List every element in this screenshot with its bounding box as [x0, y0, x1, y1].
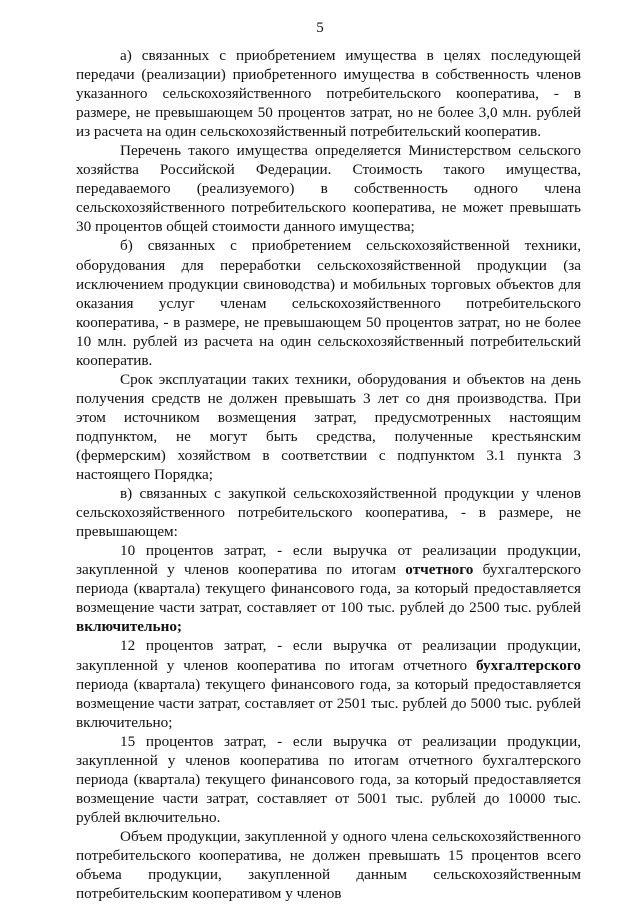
page-number: 5 — [316, 20, 324, 36]
paragraph-volume-limit: Объем продукции, закупленной у одного члена сельскохозяйственного потребительского кооператива, не должен превышать 15 процентов всего объема продукции, закупленной данным сельскохозяйственным потребительским кооперативом у членов — [76, 827, 581, 903]
paragraph-c-purchase: в) связанных с закупкой сельскохозяйственной продукции у членов сельскохозяйственного потребительского кооператива, - в размере, не превышающем: — [76, 485, 581, 541]
paragraph-10-percent — [76, 541, 581, 636]
paragraph-property-list: Перечень такого имущества определяется Министерством сельского хозяйства Российской Федерации. Стоимость такого имущества, передаваемого (реализуемого) в собственность одного члена сельскохозяйственного потребительского кооператива, не может превышать 30 процентов общей стоимости данного имущества; — [76, 142, 581, 236]
bold-text-run: отчетного — [405, 561, 474, 579]
text-run: бухгалтерского периода (квартала) текущего финансового года, за который предоставляется возмещение части затрат, составляет от 100 тыс. рублей до 2500 тыс. рублей — [76, 561, 581, 617]
text-run: 10 процентов затрат, - если выручка от реализации продукции, закупленной у членов кооператива по итогам — [76, 542, 581, 579]
paragraph-a-property: а) связанных с приобретением имущества в целях последующей передачи (реализации) приобретенного имущества в собственность членов указанного сельскохозяйственного потребительского кооператива, - в размере, не превышающем 50 процентов затрат, но не более 3,0 млн. рублей из расчета на один сельскохозяйственный потребительский кооператив. — [76, 47, 581, 141]
text-run: 12 процентов затрат, - если выручка от реализации продукции, закупленной у членов кооператива по итогам отчетного — [76, 637, 581, 674]
paragraph-equipment-term: Срок эксплуатации таких техники, оборудования и объектов на день получения средств не должен превышать 3 лет со дня производства. При этом источником возмещения затрат, предусмотренных настоящим подпунктом, не могут быть средства, полученные крестьянским (фермерским) хозяйством в соответствии с подпунктом 3.1 пункта 3 настоящего Порядка; — [76, 370, 581, 484]
text-run: периода (квартала) текущего финансового года, за который предоставляется возмещение части затрат, составляет от 2501 тыс. рублей до 5000 тыс. рублей включительно; — [76, 675, 581, 731]
paragraph-15-percent: 15 процентов затрат, - если выручка от реализации продукции, закупленной у членов кооператива по итогам отчетного бухгалтерского периода (квартала) текущего финансового года, за который предоставляется возмещение части затрат, составляет от 5001 тыс. рублей до 10000 тыс. рублей включительно. — [76, 732, 581, 826]
paragraph-12-percent — [76, 636, 581, 731]
bold-text-run: включительно; — [76, 618, 182, 636]
document-body — [76, 46, 581, 903]
bold-text-run: бухгалтерского — [476, 656, 581, 674]
paragraph-b-equipment: б) связанных с приобретением сельскохозяйственной техники, оборудования для переработки сельскохозяйственной продукции (за исключением продукции свиноводства) и мобильных торговых объектов для оказания услуг членам сельскохозяйственного потребительского кооператива, - в размере, не превышающем 50 процентов затрат, но не более 10 млн. рублей из расчета на один сельскохозяйственный потребительский кооператив. — [76, 237, 581, 369]
